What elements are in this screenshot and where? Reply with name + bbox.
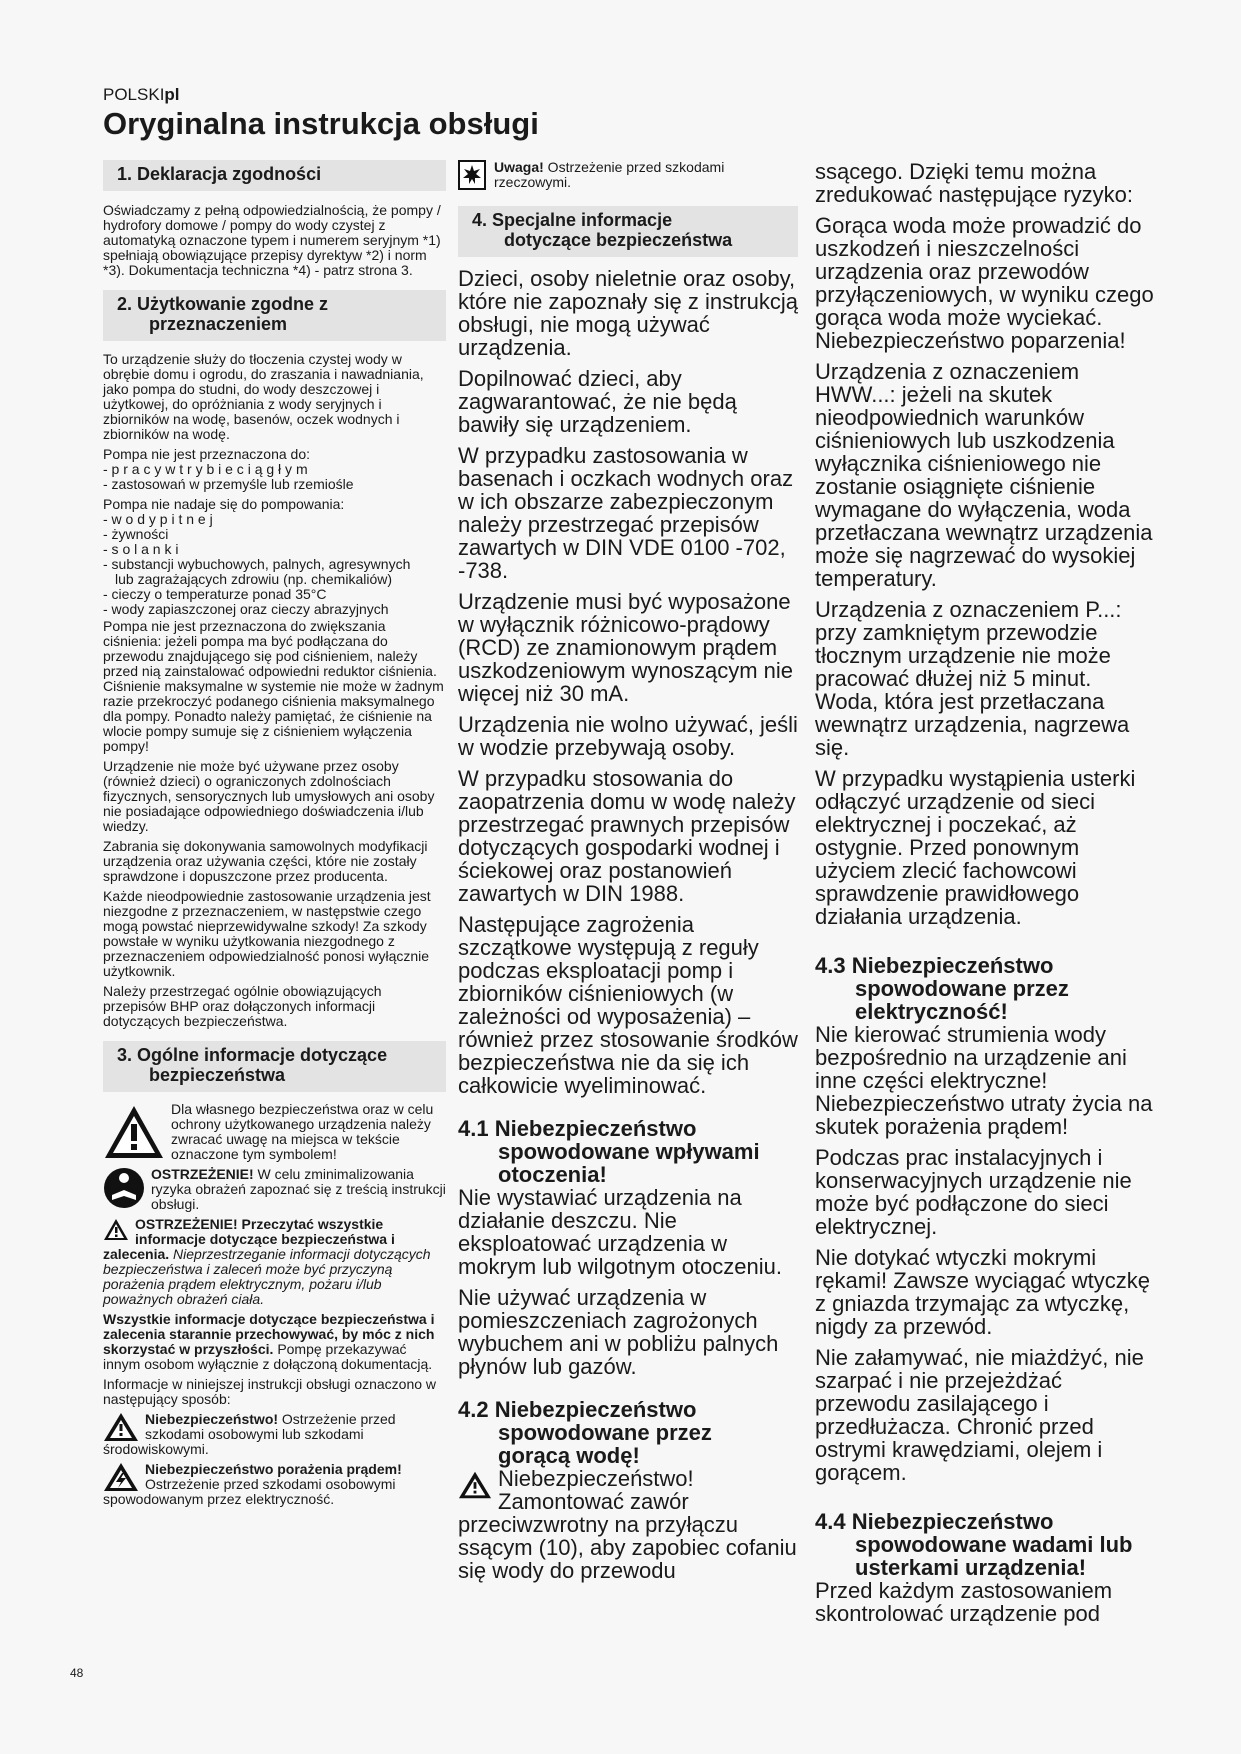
column-1 [103, 160, 446, 1507]
warning-triangle-icon [103, 1104, 165, 1160]
page-title: Oryginalna instrukcja obsługi [103, 106, 539, 141]
section-4-body: Dzieci, osoby nieletnie oraz osoby, które nie zapoznały się z instrukcją obsługi, nie mogą używać urządzenia. Dopilnować dzieci, aby zagwarantować, że nie będą bawiły się urządzeniem. W przypadku zastosowania w basenach i oczkach wodnych oraz w ich obszarze zabezpieczonym należy przestrzegać przepisów zawartych w DIN VDE 0100 -702, -738. Urządzenie musi być wyposażone w wyłącznik różnicowo-prądowy (RCD) ze znamionowym prądem uszkodzeniowym wynoszącym nie więcej niż 30 mA. Urządzenia nie wolno używać, jeśli w wodzie przebywają osoby. W przypadku stosowania do zaopatrzenia domu w wodę należy przestrzegać prawnych przepisów dotyczących gospodarki wodnej i ściekowej oraz postanowień zawartych w DIN 1988. Następujące zagrożenia szczątkowe występują z reguły podczas eksploatacji pomp i zbiorników ciśnieniowych (w zależności od wyposażenia) – również przez stosowanie środków bezpieczeństwa nie da się ich całkowicie wyeliminować. [458, 266, 798, 1098]
warning-triangle-icon [103, 1412, 139, 1442]
language-label: POLSKIpl [103, 85, 180, 104]
section-4-1-body: Nie wystawiać urządzenia na działanie deszczu. Nie eksploatować urządzenia w mokrym lub wilgotnym otoczeniu. Nie używać urządzenia w pomieszczeniach zagrożonych wybuchem ani w pobliżu palnych płynów lub gazów. [458, 1185, 783, 1379]
section-1-heading: 1. Deklaracja zgodności [103, 160, 446, 191]
section-2-body: To urządzenie służy do tłoczenia czystej wody w obrębie domu i ogrodu, do zraszania i nawadniania, jako pompa do studni, do wody deszczowej i użytkowej, do opróżniania z wody seryjnych i zbiorników na wodę, basenów, oczek wodnych i zbiorników na wodę. Pompa nie jest przeznaczona do: - p r a c y w t r y b i e c i ą g ł y m - zastosowań w przemyśle lub rzemiośle Pompa nie nadaje się do pompowania: - w o d y p i t n e j - żywności - s o l a n k i - substancji wybuchowych, palnych, agresywnych lub zagrażających zdrowiu (np. chemikaliów) - cieczy o temperaturze ponad 35°C - wody zapiaszczonej oraz cieczy abrazyjnych Pompa nie jest przeznaczona do zwiększania ciśnienia: jeżeli pompa ma być podłączana do przewodu znajdującego się pod ciśnieniem, należy przed nią zainstalować odpowiedni reduktor ciśnienia. Ciśnienie maksymalne w systemie nie może w żadnym razie przekroczyć podanego ciśnienia maksymalnego dla pompy. Ponadto należy pamiętać, że ciśnienie na wlocie pompy sumuje się z ciśnieniem wyłączenia pompy! Urządzenie nie może być używane przez osoby (również dzieci) o ograniczonych zdolnościach fizycznych, sensorycznych lub umysłowych ani osoby nie posiadające odpowiedniego doświadczenia i/lub wiedzy. Zabrania się dokonywania samowolnych modyfikacji urządzenia oraz używania części, które nie zostały sprawdzone i dopuszczone przez producenta. Każde nieodpowiednie zastosowanie urządzenia jest niezgodne z przeznaczeniem, w następstwie czego mogą powstać nieprzewidywalne szkody! Za szkody powstałe w wyniku użytkowania niezgodnego z przeznaczeniem odpowiedzialność ponosi wyłącznie użytkownik. Należy przestrzegać ogólnie obowiązujących przepisów BHP oraz dołączonych informacji dotyczących bezpieczeństwa. [103, 352, 446, 1029]
section-4-1-heading: 4.1 Niebezpieczeństwo spowodowane wpływami otoczenia! [458, 1116, 760, 1187]
electric-shock-icon [103, 1462, 139, 1492]
section-4-2-continued: ssącego. Dzięki temu można zredukować następujące ryzyko: Gorąca woda może prowadzić do uszkodzeń i nieszczelności urządzenia oraz przewodów przyłączeniowych, w wyniku czego gorąca woda może wyciekać. Niebezpieczeństwo poparzenia! Urządzenia z oznaczeniem HWW...: jeżeli na skutek nieodpowiednich warunków ciśnieniowych lub uszkodzenia wyłącznika ciśnieniowego nie zostanie osiągnięte ciśnienie wymagane do wyłączenia, woda przetłaczana wewnątrz urządzenia może się nagrzewać do wysokiej temperatury. Urządzenia z oznaczeniem P...: przy zamkniętym przewodzie tłocznym urządzenie nie może pracować dłużej niż 5 minut. Woda, która jest przetłaczana wewnątrz urządzenia, nagrzewa się. W przypadku wystąpienia usterki odłączyć urządzenie od sieci elektrycznej i poczekać, aż ostygnie. Przed ponownym użyciem zlecić fachowcowi sprawdzenie prawidłowego działania urządzenia. [815, 159, 1154, 929]
read-manual-icon [103, 1167, 145, 1209]
section-4-heading: 4. Specjalne informacje dotyczące bezpieczeństwa [458, 206, 798, 257]
section-1-body: Oświadczamy z pełną odpowiedzialnością, że pompy / hydrofory domowe / pompy do wody czystej z automatyką oznaczone typem i numerem seryjnym *1) spełniają obowiązujące przepisy dyrektyw *2) i norm *3). Dokumentacja techniczna *4) - patrz strona 3. [103, 202, 441, 278]
electric-shock-legend: Niebezpieczeństwo porażenia prądem! Ostrzeżenie przed szkodami osobowymi spowodowanym przez elektryczność. [103, 1461, 402, 1507]
danger-legend: Niebezpieczeństwo! Ostrzeżenie przed szkodami osobowymi lub szkodami środowiskowymi. [103, 1411, 396, 1457]
section-4-4-body: Przed każdym zastosowaniem skontrolować urządzenie pod [815, 1578, 1113, 1626]
read-manual-warning: OSTRZEŻENIE! W celu zminimalizowania ryzyka obrażeń zapoznać się z treścią instrukcji obsługi. [103, 1167, 446, 1212]
column-3 [815, 160, 1155, 1633]
section-2-heading: 2. Użytkowanie zgodne z przeznaczeniem [103, 290, 446, 341]
column-2 [458, 160, 798, 1582]
not-suitable-list: - w o d y p i t n e j - żywności - s o l a n k i - substancji wybuchowych, palnych, agresywnych lub zagrażających zdrowiu (np. chemikaliów) - cieczy o temperaturze ponad 35°C - wody zapiaszczonej oraz cieczy abrazyjnych [103, 511, 411, 617]
section-4-3-body: Nie kierować strumienia wody bezpośrednio na urządzenie ani inne części elektryczne! Niebezpieczeństwo utraty życia na skutek porażenia prądem! Podczas prac instalacyjnych i konserwacyjnych urządzenie nie może być podłączone do sieci elektrycznej. Nie dotykać wtyczki mokrymi rękami! Zawsze wyciągać wtyczkę z gniazda trzymając za wtyczkę, nigdy za przewód. Nie załamywać, nie miażdżyć, nie szarpać i nie przejeżdżać przewodu zasilającego i przedłużacza. Chronić przed ostrymi krawędziami, olejem i gorącem. [815, 1022, 1153, 1485]
section-3-heading: 3. Ogólne informacje dotyczące bezpieczeństwa [103, 1041, 446, 1092]
section-4-3-heading: 4.3 Niebezpieczeństwo spowodowane przez elektryczność! [815, 953, 1069, 1024]
section-4-2-body: Niebezpieczeństwo! Zamontować zawór przeciwzwrotny na przyłączu ssącym (10), aby zapobiec cofaniu się wody do przewodu [458, 1466, 797, 1583]
section-4-2-heading: 4.2 Niebezpieczeństwo spowodowane przez gorącą wodę! [458, 1397, 712, 1468]
warning-triangle-icon [458, 1470, 492, 1500]
material-damage-icon [458, 160, 486, 190]
attention-legend: Uwaga! Ostrzeżenie przed szkodami rzeczowymi. [458, 160, 798, 190]
warning-triangle-icon [103, 1218, 129, 1241]
page-number: 48 [70, 1666, 84, 1680]
section-3-body: Dla własnego bezpieczeństwa oraz w celu ochrony użytkowanego urządzenia należy zwracać uwagę na miejsca w tekście oznaczone tym symbolem! OSTRZEŻENIE! W celu zminimalizowania ryzyka obrażeń zapoznać się z treścią instrukcji obsługi. OSTRZEŻENIE! Przeczytać wszystkie informacje dotyczące bezpieczeństwa i zalecenia. Nieprzestrzeganie informacji dotyczących bezpieczeństwa i zaleceń może być przyczyną porażenia prądem elektrycznym, pożaru i/lub poważnych obrażeń ciała. Wszystkie informacje dotyczące bezpieczeństwa i zalecenia starannie przechowywać, by móc z nich skorzystać w przyszłości. Pompę przekazywać innym osobom wyłącznie z dołączoną dokumentacją. Informacje w niniejszej instrukcji obsługi oznaczono w następujący sposób: Niebezpieczeństwo! Ostrzeżenie przed szkodami osobowymi lub szkodami środowiskowymi. Niebezpieczeństwo porażenia prądem! Ostrzeżenie przed szkodami osobowymi spowodowanym przez elektryczność. [103, 1102, 446, 1507]
not-intended-list: - p r a c y w t r y b i e c i ą g ł y m - zastosowań w przemyśle lub rzemiośle [103, 461, 354, 492]
general-warning: Dla własnego bezpieczeństwa oraz w celu ochrony użytkowanego urządzenia należy zwracać uwagę na miejsca w tekście oznaczone tym symbolem! [103, 1102, 446, 1162]
read-all-warning: OSTRZEŻENIE! Przeczytać wszystkie informacje dotyczące bezpieczeństwa i zalecenia. Nieprzestrzeganie informacji dotyczących bezpieczeństwa i zaleceń może być przyczyną porażenia prądem elektrycznym, pożaru i/lub poważnych obrażeń ciała. [103, 1216, 431, 1307]
section-4-4-heading: 4.4 Niebezpieczeństwo spowodowane wadami lub usterkami urządzenia! [815, 1509, 1133, 1580]
